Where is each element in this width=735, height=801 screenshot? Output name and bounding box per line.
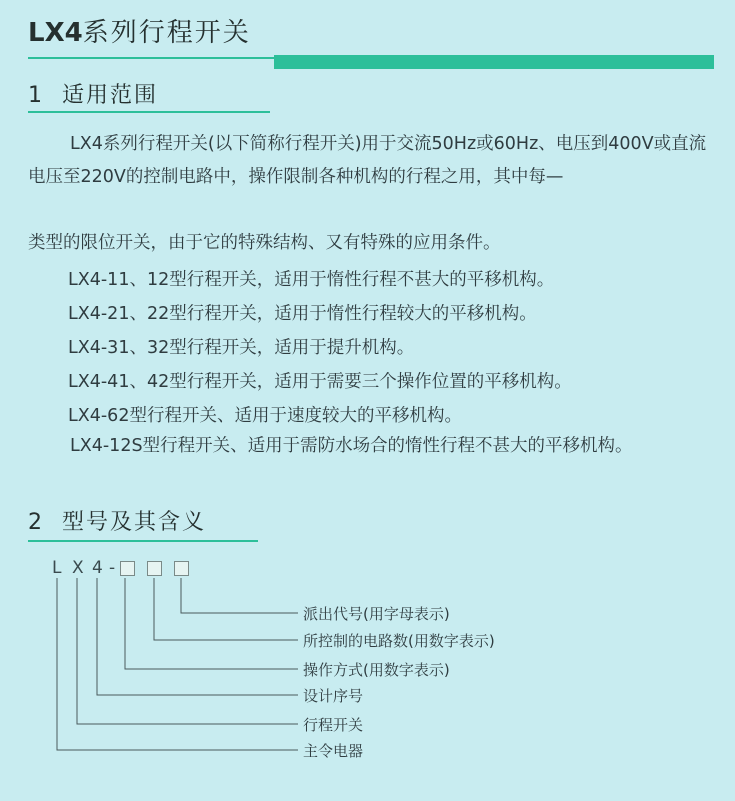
list-item: LX4-21、22型行程开关，适用于惰性行程较大的平移机构。 [68, 304, 537, 324]
connector-line [154, 578, 298, 640]
code-letter-x: X [72, 558, 84, 578]
connector-line [125, 578, 298, 669]
code-dash: - [109, 558, 116, 578]
code-label: 设计序号 [303, 687, 364, 705]
connector-line [181, 578, 298, 613]
list-item: LX4-11、12型行程开关，适用于惰性行程不甚大的平移机构。 [68, 270, 555, 290]
code-label: 所控制的电路数(用数字表示) [303, 632, 495, 650]
section-1-title: 适用范围 [62, 83, 159, 108]
title-model: LX4 [28, 18, 83, 48]
code-digit-4: 4 [92, 558, 103, 578]
list-item: LX4-41、42型行程开关，适用于需要三个操作位置的平移机构。 [68, 372, 572, 392]
code-label: 主令电器 [303, 742, 364, 760]
section-1-number: 1 [28, 83, 44, 108]
section-2-title: 型号及其含义 [62, 510, 207, 535]
list-item: LX4-31、32型行程开关，适用于提升机构。 [68, 338, 415, 358]
list-item-last: LX4-12S型行程开关、适用于需防水场合的惰性行程不甚大的平移机构。 [70, 436, 633, 456]
connector-line [97, 578, 298, 695]
section-2-number: 2 [28, 510, 44, 535]
connector-line [77, 578, 298, 724]
section-1-paragraph: LX4系列行程开关(以下简称行程开关)用于交流50Hz或60Hz、电压到400V或直流电压至220V的控制电路中，操作限制各种机构的行程之用，其中每— [28, 134, 707, 187]
code-label: 行程开关 [303, 716, 364, 734]
section-1-paragraph-2: 类型的限位开关，由于它的特殊结构、又有特殊的应用条件。 [28, 233, 501, 253]
list-item: LX4-62型行程开关、适用于速度较大的平移机构。 [68, 406, 462, 426]
code-letter-l: L [52, 558, 62, 578]
title-text: 系列行程开关 [82, 18, 251, 48]
code-label: 操作方式(用数字表示) [303, 661, 450, 679]
code-label: 派出代号(用字母表示) [303, 605, 450, 623]
